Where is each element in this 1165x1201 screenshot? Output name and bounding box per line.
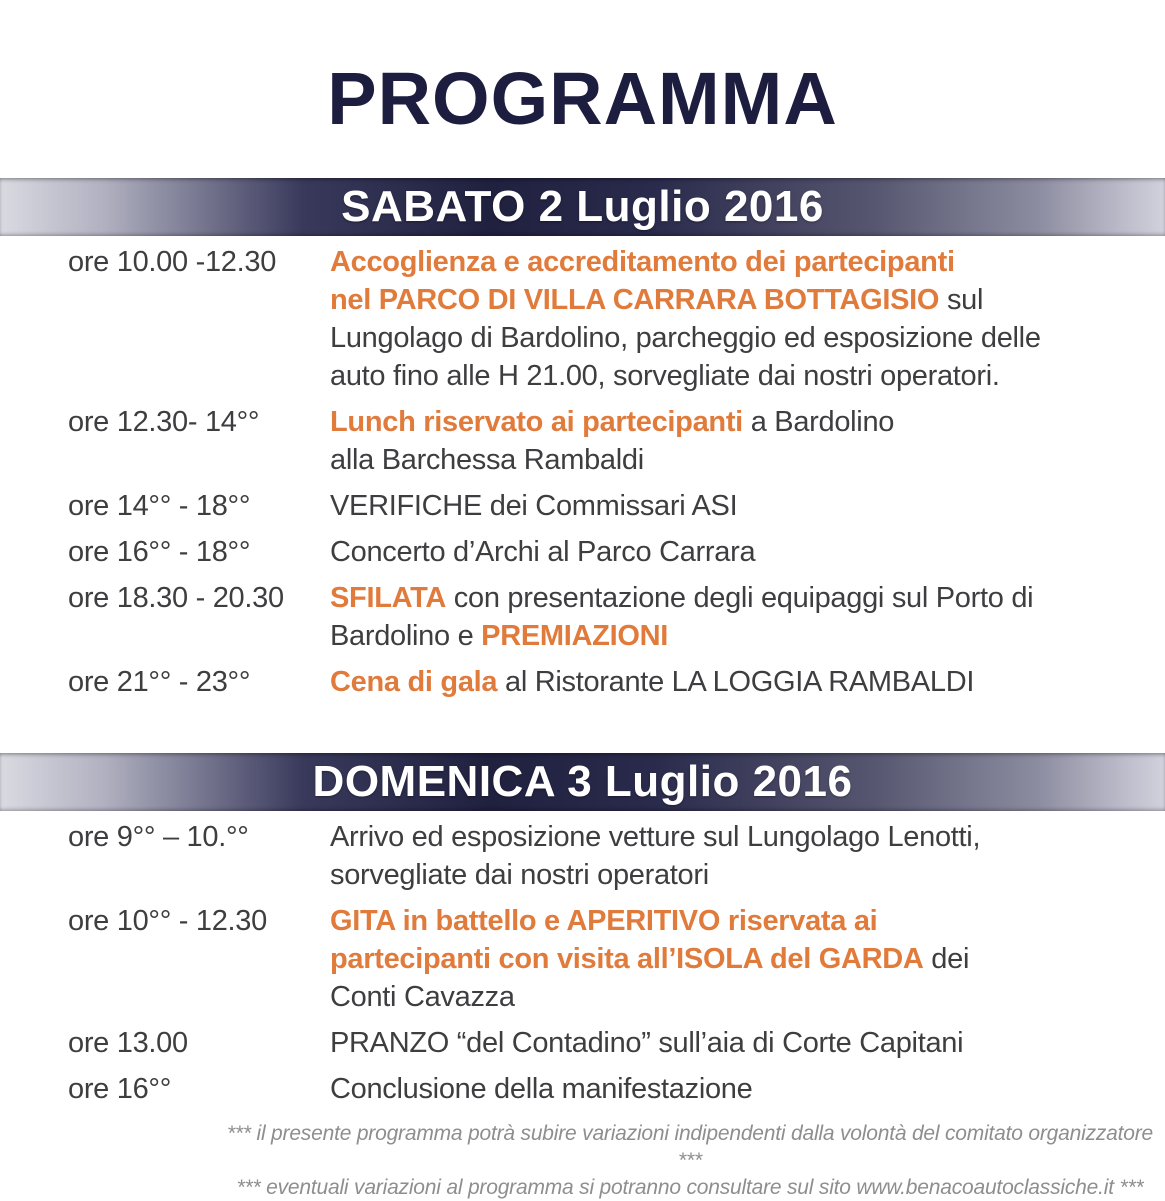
domenica-events-list bbox=[0, 818, 1165, 1116]
event-highlight-text: PREMIAZIONI bbox=[481, 620, 668, 652]
event-text: Conclusione della manifestazione bbox=[330, 1073, 753, 1105]
event-text: Arrivo ed esposizione vetture sul Lungolago Lenotti, bbox=[330, 821, 981, 853]
event-highlight-text: partecipanti con visita all’ISOLA del GARDA bbox=[330, 943, 924, 975]
event-text: Conti Cavazza bbox=[330, 981, 515, 1013]
event-description-line bbox=[330, 1024, 1125, 1062]
event-description-line bbox=[330, 902, 1125, 940]
event-description-line bbox=[330, 487, 1125, 525]
event-text: PRANZO “del Contadino” sull’aia di Corte Capitani bbox=[330, 1027, 964, 1059]
event-text: al Ristorante LA LOGGIA RAMBALDI bbox=[497, 666, 975, 698]
event-time: ore 10°° - 12.30 bbox=[68, 905, 267, 937]
event-highlight-text: GITA in battello e APERITIVO riservata ai bbox=[330, 905, 878, 937]
event-row bbox=[0, 1070, 1165, 1108]
event-text: dei bbox=[923, 943, 970, 975]
event-time: ore 16°° - 18°° bbox=[68, 536, 251, 568]
day-banner-domenica bbox=[0, 753, 1165, 811]
footer-note-line-2: *** eventuali variazioni al programma si potranno consultare sul sito www.benacoautoclassiche.it *** bbox=[236, 1176, 1144, 1199]
event-row bbox=[0, 902, 1165, 1016]
event-description bbox=[330, 1070, 1165, 1108]
event-description-line bbox=[330, 663, 1125, 701]
event-description bbox=[330, 818, 1165, 894]
event-description-line bbox=[330, 818, 1125, 856]
event-description-line bbox=[330, 357, 1125, 395]
event-text: alla Barchessa Rambaldi bbox=[330, 444, 644, 476]
event-text: con presentazione degli equipaggi sul Porto di bbox=[446, 582, 1034, 614]
event-row bbox=[0, 818, 1165, 894]
event-highlight-text: nel PARCO DI VILLA CARRARA BOTTAGISIO bbox=[330, 284, 940, 316]
event-highlight-text: SFILATA bbox=[330, 582, 447, 614]
event-row bbox=[0, 1024, 1165, 1062]
event-row bbox=[0, 579, 1165, 655]
event-description-line bbox=[330, 533, 1125, 571]
event-time: ore 13.00 bbox=[68, 1027, 188, 1059]
day-banner-sabato bbox=[0, 178, 1165, 236]
event-text: Bardolino e bbox=[330, 620, 482, 652]
event-highlight-text: Lunch riservato ai partecipanti bbox=[330, 406, 743, 438]
event-description-line bbox=[330, 281, 1125, 319]
event-description bbox=[330, 1024, 1165, 1062]
event-description-line bbox=[330, 978, 1125, 1016]
event-description bbox=[330, 533, 1165, 571]
event-description-line bbox=[330, 1070, 1125, 1108]
day-banner-sabato-label: SABATO 2 Luglio 2016 bbox=[341, 182, 824, 231]
event-text: auto fino alle H 21.00, sorvegliate dai nostri operatori. bbox=[330, 360, 1000, 392]
event-description bbox=[330, 403, 1165, 479]
event-description bbox=[330, 579, 1165, 655]
page-title: PROGRAMMA bbox=[327, 57, 838, 140]
event-time: ore 16°° bbox=[68, 1073, 172, 1105]
event-text: VERIFICHE dei Commissari ASI bbox=[330, 490, 738, 522]
event-description-line bbox=[330, 856, 1125, 894]
event-row bbox=[0, 403, 1165, 479]
day-banner-domenica-label: DOMENICA 3 Luglio 2016 bbox=[312, 757, 853, 806]
event-description-line bbox=[330, 940, 1125, 978]
event-text: Concerto d’Archi al Parco Carrara bbox=[330, 536, 756, 568]
footer-note-line-1: *** il presente programma potrà subire variazioni indipendenti dalla volontà del comitato organizzatore *** bbox=[226, 1122, 1154, 1172]
event-description-line bbox=[330, 243, 1125, 281]
event-highlight-text: Cena di gala bbox=[330, 666, 498, 698]
event-description-line bbox=[330, 579, 1125, 617]
event-description bbox=[330, 663, 1165, 701]
event-description-line bbox=[330, 319, 1125, 357]
event-highlight-text: Accoglienza e accreditamento dei partecipanti bbox=[330, 246, 955, 278]
event-time: ore 14°° - 18°° bbox=[68, 490, 251, 522]
event-description bbox=[330, 243, 1165, 395]
event-row bbox=[0, 663, 1165, 701]
event-text: sorvegliate dai nostri operatori bbox=[330, 859, 709, 891]
event-description-line bbox=[330, 617, 1125, 655]
event-time: ore 21°° - 23°° bbox=[68, 666, 251, 698]
event-text: a Bardolino bbox=[742, 406, 895, 438]
event-row bbox=[0, 533, 1165, 571]
event-time: ore 9°° – 10.°° bbox=[68, 821, 249, 853]
event-time: ore 10.00 -12.30 bbox=[68, 246, 277, 278]
footer-notes bbox=[215, 1120, 1165, 1201]
event-description-line bbox=[330, 403, 1125, 441]
event-description bbox=[330, 487, 1165, 525]
event-description bbox=[330, 902, 1165, 1016]
event-text: Lungolago di Bardolino, parcheggio ed esposizione delle bbox=[330, 322, 1041, 354]
event-text: sul bbox=[939, 284, 984, 316]
event-row bbox=[0, 487, 1165, 525]
event-row bbox=[0, 243, 1165, 395]
event-time: ore 12.30- 14°° bbox=[68, 406, 260, 438]
event-time: ore 18.30 - 20.30 bbox=[68, 582, 284, 614]
sabato-events-list bbox=[0, 243, 1165, 709]
event-description-line bbox=[330, 441, 1125, 479]
